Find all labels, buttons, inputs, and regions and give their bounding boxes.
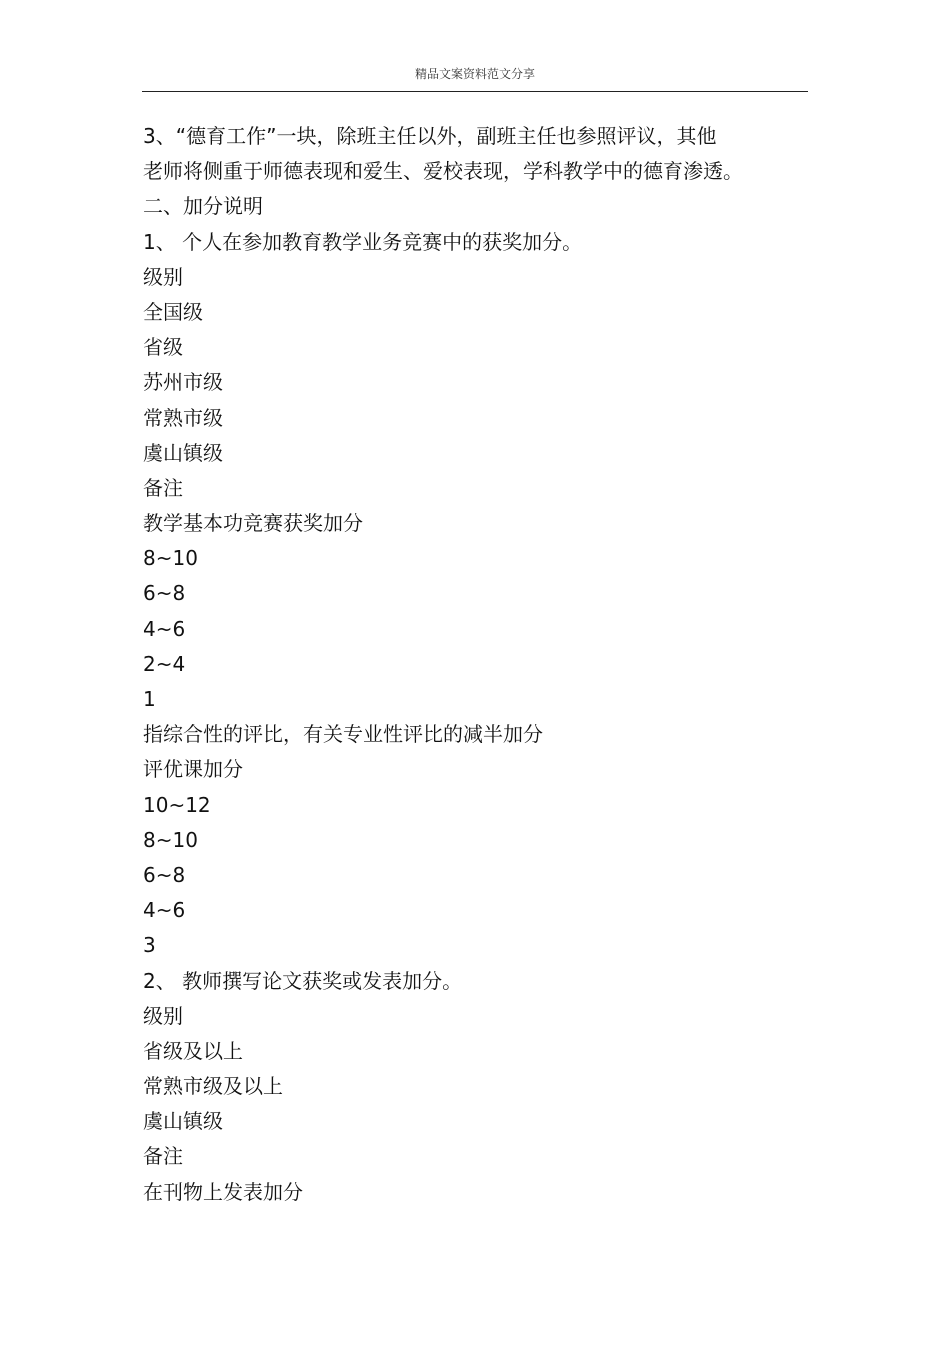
paragraph-line: 老师将侧重于师德表现和爱生、爱校表现，学科教学中的德育渗透。 (143, 159, 743, 184)
table-row-label: 在刊物上发表加分 (143, 1179, 303, 1204)
table-cell: 6~8 (143, 862, 186, 887)
table-header-cell: 省级 (143, 335, 183, 360)
table-cell: 8~10 (143, 827, 198, 852)
table-cell: 10~12 (143, 792, 211, 817)
table-header-cell: 虞山镇级 (143, 1109, 223, 1134)
table-cell: 6~8 (143, 581, 186, 606)
list-item: 1、 个人在参加教育教学业务竞赛中的获奖加分。 (143, 229, 583, 254)
table-header-cell: 备注 (143, 1144, 183, 1169)
table-header-cell: 虞山镇级 (143, 440, 223, 465)
table-header-cell: 省级及以上 (143, 1038, 243, 1063)
table-cell: 8~10 (143, 546, 198, 571)
page-header-title: 精品文案资料范文分享 (414, 67, 535, 81)
table-cell: 4~6 (143, 898, 186, 923)
table-header-cell: 全国级 (143, 299, 203, 324)
table-header-cell: 常熟市级 (143, 405, 223, 430)
header-divider (142, 91, 808, 92)
table-note-cell: 指综合性的评比，有关专业性评比的减半加分 (143, 722, 543, 747)
paragraph-line: 3、“德育工作”一块，除班主任以外，副班主任也参照评议，其他 (143, 124, 717, 148)
table-header-cell: 级别 (143, 264, 183, 289)
table-row-label: 评优课加分 (143, 757, 243, 782)
document-body (143, 119, 783, 1210)
table-cell: 2~4 (143, 651, 186, 676)
table-header-cell: 级别 (143, 1003, 183, 1028)
section-heading: 二、加分说明 (143, 194, 263, 219)
table-cell: 4~6 (143, 616, 186, 641)
table-header-cell: 备注 (143, 475, 183, 500)
list-item: 2、 教师撰写论文获奖或发表加分。 (143, 968, 463, 993)
table-cell: 3 (143, 933, 156, 958)
table-row-label: 教学基本功竞赛获奖加分 (143, 511, 363, 536)
table-cell: 1 (143, 687, 156, 711)
table-header-cell: 常熟市级及以上 (143, 1074, 283, 1099)
table-header-cell: 苏州市级 (143, 370, 223, 395)
